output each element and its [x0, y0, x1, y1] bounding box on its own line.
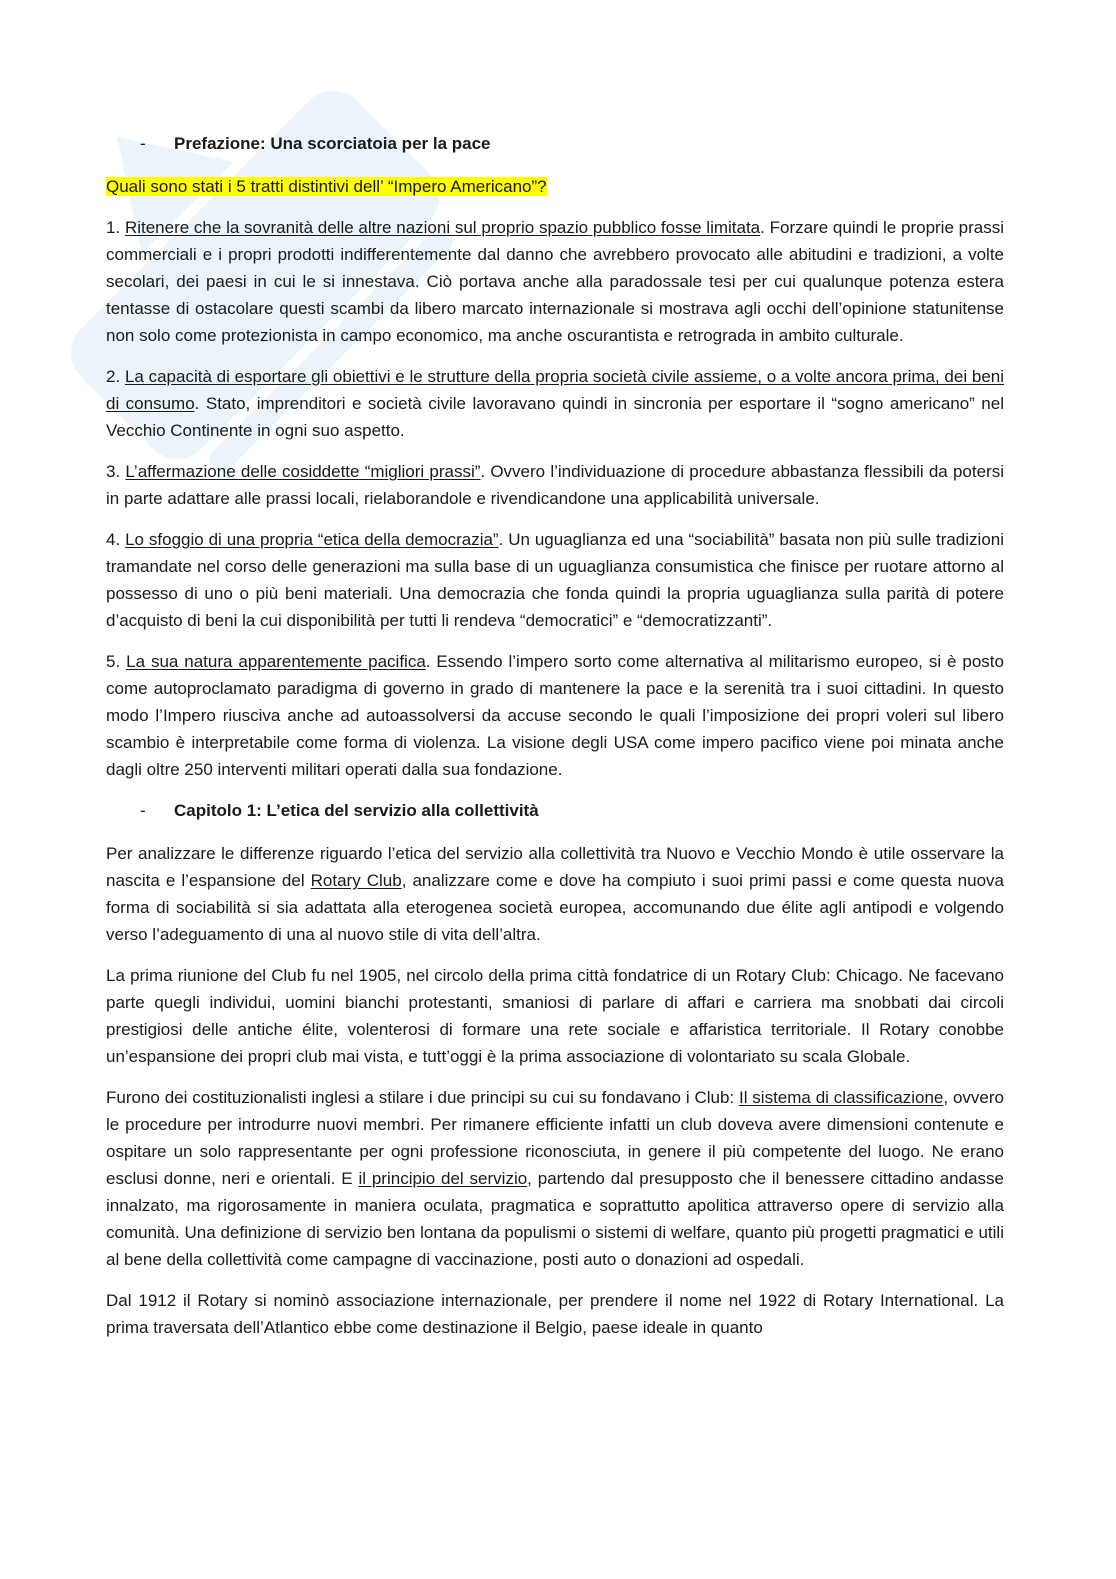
chapter1-paragraph-1 [106, 840, 1004, 948]
trait-number: 3. [106, 462, 121, 481]
document-page [106, 128, 1004, 1355]
section-heading-chapter-1 [106, 797, 1004, 824]
trait-number: 5. [106, 652, 121, 671]
paragraph-text: , partendo dal presupposto che il benessere cittadino andasse innalzato, ma rigorosamente in maniera oculata, pragmatica e soprattutto apolitica attraverso opere di servizio alla comunità. Una definizione di servizio ben lontana da populismi o sistemi di welfare, quanto più progetti pragmatici e utili al bene della collettività come campagne di vaccinazione, posti auto o donazioni ad ospedali. [106, 1169, 1004, 1269]
trait-paragraph-5 [106, 648, 1004, 783]
trait-key-phrase: Ritenere che la sovranità delle altre nazioni sul proprio spazio pubblico fosse limitata [124, 218, 761, 237]
chapter1-paragraph-2: La prima riunione del Club fu nel 1905, nel circolo della prima città fondatrice di un Rotary Club: Chicago. Ne facevano parte quegli individui, uomini bianchi protestanti, smaniosi di parlare di affari e carriera ma snobbati dai circoli prestigiosi delle antiche élite, volenterosi di formare una rete sociale e affaristica territoriale. Il Rotary conobbe un’espansione dei propri club mai vista, e tutt’oggi è la prima associazione di volontariato su scala Globale. [106, 966, 1004, 1066]
trait-text: . Forzare quindi le proprie prassi commerciali e i propri prodotti indifferentemente dal danno che avrebbero provocato alle abitudini e tradizioni, a volte secolari, dei paesi in cui le si innestava. Ciò portava anche alla paradossale tesi per cui qualunque potenza estera tentasse di ostacolare questi scambi da libero marcato internazionale si mostrava agli occhi dell’opinione statunitense non solo come protezionista in campo economico, ma anche oscurantista e retrograda in ambito culturale. [106, 218, 1004, 345]
trait-text: . Stato, imprenditori e società civile lavoravano quindi in sincronia per esportare il “sogno americano” nel Vecchio Continente in ogni suo aspetto. [106, 394, 1004, 440]
rotary-club-term: Rotary Club [310, 871, 402, 890]
trait-paragraph-2 [106, 363, 1004, 444]
section-title: Capitolo 1: L’etica del servizio alla collettività [174, 801, 539, 820]
trait-key-phrase: Lo sfoggio di una propria “etica della democrazia” [125, 530, 499, 549]
paragraph-text: Per analizzare le differenze riguardo l’etica del servizio alla collettività tra Nuovo e Vecchio Mondo è utile osservare la nascita e l’espansione del [106, 844, 1004, 890]
paragraph-text: , ovvero le procedure per introdurre nuovi membri. Per rimanere efficiente infatti un club doveva avere dimensioni contenute e ospitare un solo rappresentante per ogni professione riconosciuta, in genere il più competente del luogo. Ne erano esclusi donne, neri e orientali. E [106, 1088, 1004, 1188]
paragraph-text: , analizzare come e dove ha compiuto i suoi primi passi e come questa nuova forma di sociabilità si sia adattata alla eterogenea società europea, accomunando due élite agli antipodi e volgendo verso l’adeguamento di una al nuovo stile di vita dell’altra. [106, 871, 1004, 944]
bullet-dash: - [140, 134, 146, 153]
section-title: Prefazione: Una scorciatoia per la pace [174, 134, 491, 153]
section-heading-preface [106, 130, 1004, 157]
trait-paragraph-3 [106, 458, 1004, 512]
trait-key-phrase: La sua natura apparentemente pacifica [126, 652, 426, 671]
highlighted-question: Quali sono stati i 5 tratti distintivi dell’ “Impero Americano”? [106, 177, 547, 196]
trait-paragraph-4 [106, 526, 1004, 634]
chapter1-paragraph-3 [106, 1084, 1004, 1273]
trait-key-phrase: L’affermazione delle cosiddette “migliori prassi” [125, 462, 481, 481]
service-principle-term: il principio del servizio [358, 1169, 528, 1188]
paragraph-text: Furono dei costituzionalisti inglesi a stilare i due principi su cui su fondavano i Club: [106, 1088, 739, 1107]
trait-paragraph-1 [106, 214, 1004, 349]
trait-number: 2. [106, 367, 121, 386]
chapter1-paragraph-4: Dal 1912 il Rotary si nominò associazione internazionale, per prendere il nome nel 1922 di Rotary International. La prima traversata dell’Atlantico ebbe come destinazione il Belgio, paese ideale in quanto [106, 1291, 1004, 1337]
trait-text: . Essendo l’impero sorto come alternativa al militarismo europeo, si è posto come autoproclamato paradigma di governo in grado di mantenere la pace e la serenità tra i suoi cittadini. In questo modo l’Impero riusciva anche ad autoassolversi da accuse secondo le quali l’imposizione dei propri voleri sul libero scambio è interpretabile come forma di violenza. La visione degli USA come impero pacifico viene poi minata anche dagli oltre 250 interventi militari operati dalla sua fondazione. [106, 652, 1004, 779]
classification-system-term: Il sistema di classificazione [738, 1088, 944, 1107]
trait-text: . Un uguaglianza ed una “sociabilità” basata non più sulle tradizioni tramandate nel corso delle generazioni ma sulla base di un uguaglianza consumistica che finisce per ruotare attorno al possesso di uno o più beni materiali. Una democrazia che fonda quindi la propria uguaglianza sulla parità di potere d’acquisto di beni la cui disponibilità per tutti li rendeva “democratici” e “democratizzanti”. [106, 530, 1005, 630]
bullet-dash: - [140, 801, 146, 820]
trait-text: . Ovvero l’individuazione di procedure abbastanza flessibili da potersi in parte adattare alle prassi locali, rielaborandole e rivendicandone una applicabilità universale. [106, 462, 1004, 508]
trait-number: 1. [106, 218, 121, 237]
trait-number: 4. [106, 530, 121, 549]
trait-key-phrase: La capacità di esportare gli obiettivi e le strutture della propria società civile assieme, o a volte ancora prima, dei beni di consumo [106, 367, 1005, 413]
